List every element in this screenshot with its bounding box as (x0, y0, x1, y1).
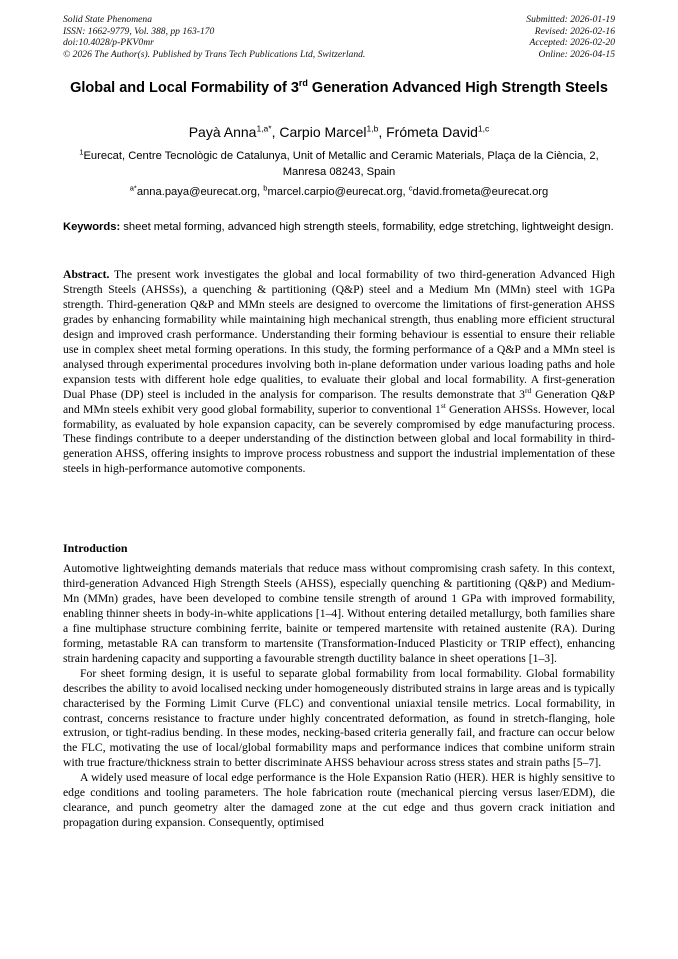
journal-name: Solid State Phenomena (63, 14, 152, 25)
doi-line: doi:10.4028/p-PKV0mr (63, 37, 154, 48)
paragraph: For sheet forming design, it is useful to separate global formability from local formability. Global formability describes the ability to avoid localised necking under homogeneously distributed strains in large areas and is typically characterised by the Forming Limit Curve (FLC) and conventional uniaxial tensile metrics. Local formability, in contrast, concerns resistance to fracture under highly concentrated deformation, as found in stretch-flanging, hole extrusion, or tight-radius bending. In these modes, necking-based criteria generally fail, and fracture can occur below the FLC, motivating the use of local/global formability maps and performance indices that combine uniform strain with true fracture/thickness strain to better discriminate AHSS behaviour across stress states and strain paths [5–7]. (63, 666, 615, 770)
author-emails: $^{a*}$anna.paya@eurecat.org, $^b$marcel.carpio@eurecat.org, $^c$david.frometa@eurecat.org (129, 183, 549, 198)
issn-line: ISSN: 1662-9779, Vol. 388, pp 163-170 (63, 25, 215, 37)
abstract: Abstract. The present work investigates the global and local formability of two third-generation Advanced High Strength Steels (AHSSs), a quenching & partitioning (Q&P) steel and a Medium Mn (MMn) steel with 1GPa strength. Third-generation Q&P and MMn steels are designed to overcome the limitations of first-generation AHSS grades by enhancing formability while maintaining high mechanical strength, thus enabling more efficient structural design and improved crash performance. Understanding their forming behaviour is essential to ensure their reliable use in complex sheet metal forming operations. In this study, the forming performance of a Q&P and a MMn steel is analysed through experimental procedures involving both in-plane deformation under various loading paths and hole expansion tests with different hole edge qualities, to evaluate their global and local formability. A first-generation Dual Phase (DP) steel is included in the analysis for comparison. The results demonstrate that 3rd Generation Q&P and MMn steels exhibit very good global formability, superior to conventional 1st Generation AHSSs. However, local formability, as evaluated by hole expansion capacity, can be severely compromised by edge manufacturing process. These findings contribute to a deeper understanding of the distinction between global and local formability in third-generation AHSS, offering insights to improve process robustness and support the industrial implementation of these steels in high-performance automotive components. (63, 268, 616, 476)
paper-title: Global and Local Formability of 3rd Generation Advanced High Strength Steels (70, 78, 608, 96)
online-date: Online: 2026-04-15 (538, 48, 615, 60)
revised-date: Revised: 2026-02-16 (534, 25, 615, 37)
section-heading-introduction: Introduction (63, 541, 128, 555)
affiliation: $^1$Eurecat, Centre Tecnològic de Catalunya, Unit of Metallic and Ceramic Materials, Plaça de la Ciència, 2, Manresa 08243, Spain (79, 147, 599, 178)
copyright-line: © 2026 The Author(s). Published by Trans Tech Publications Ltd, Switzerland. (63, 48, 366, 60)
abstract-label: Abstract. (63, 268, 110, 281)
submitted-date: Submitted: 2026-01-19 (526, 14, 615, 25)
dates-header (526, 14, 615, 60)
journal-header (63, 14, 365, 60)
keywords: Keywords: sheet metal forming, advanced high strength steels, formability, edge stretching, lightweight design. (63, 221, 614, 233)
introduction-text (63, 562, 615, 831)
accepted-date: Accepted: 2026-02-20 (529, 37, 615, 48)
paragraph: Automotive lightweighting demands materials that reduce mass without compromising crash safety. In this context, third-generation Advanced High Strength Steels (AHSS), especially quenching & partitioning (Q&P) and Medium-Mn (MMn) grades, have been developed to combine tensile strength of around 1 GPa with improved formability, enabling thinner sheets in body-in-white applications [1–4]. Without entering detailed metallurgy, both families share a fine multiphase structure combining ferrite, bainite or tempered martensite with retained austenite (RA). During forming, metastable RA can transform to martensite (Transformation-Induced Plasticity or TRIP effect), enhancing strain hardening capacity and supporting a favourable strength ductility balance in sheet operations [1–3]. (63, 562, 615, 665)
paragraph: A widely used measure of local edge performance is the Hole Expansion Ratio (HER). HER is highly sensitive to edge conditions and tooling parameters. The hole fabrication route (mechanical piercing versus laser/EDM), die clearance, and punch geometry alter the damaged zone at the cut edge and thus govern crack initiation and propagation during expansion. Consequently, optimised (63, 771, 615, 830)
author-list: Payà Anna$^{1,a*}$, Carpio Marcel$^{1,b}$, Frómeta David$^{1,c}$ (188, 123, 490, 140)
keywords-label: Keywords: (63, 221, 121, 233)
